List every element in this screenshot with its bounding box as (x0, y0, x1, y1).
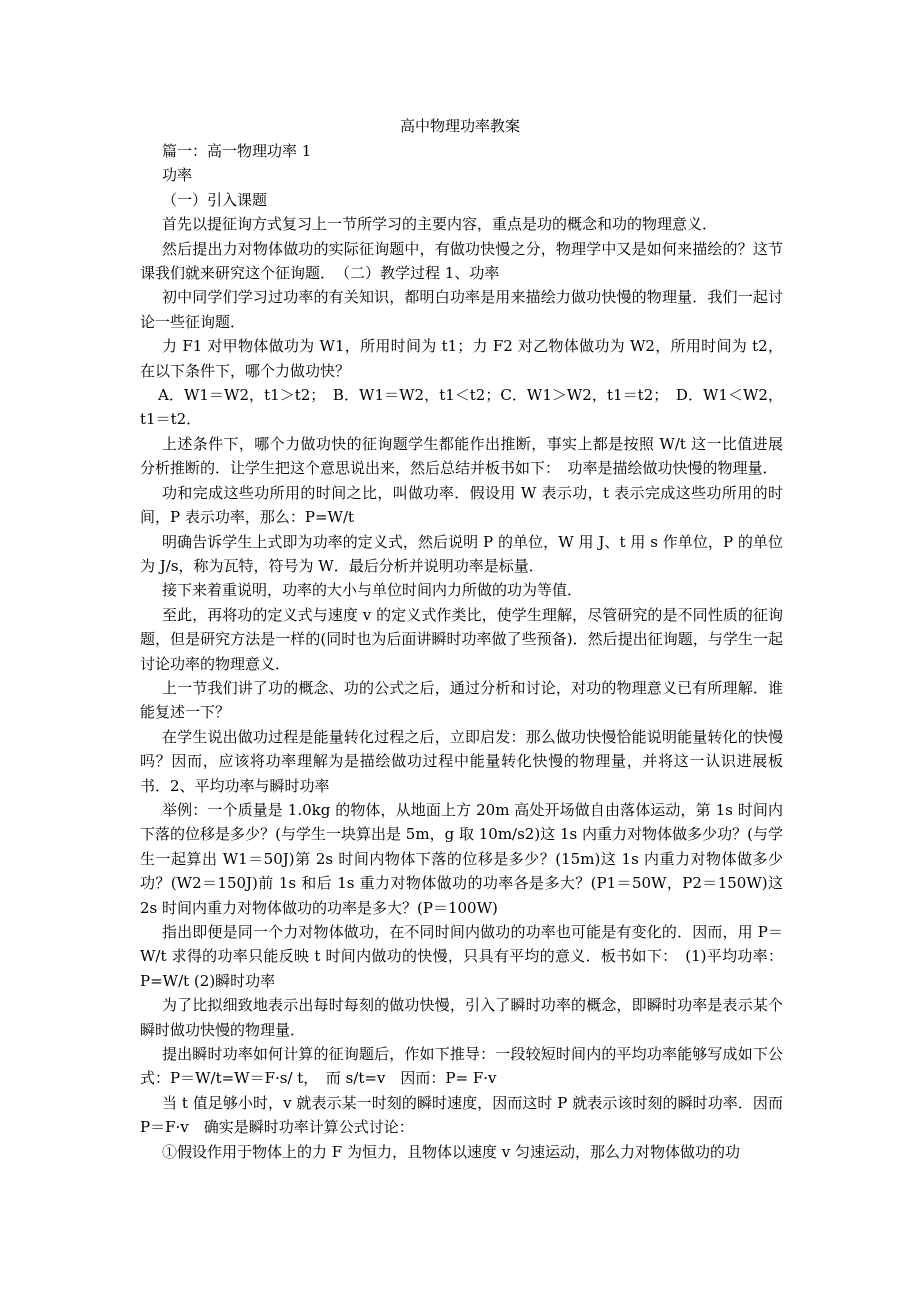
paragraph: 力 F1 对甲物体做功为 W1，所用时间为 t1；力 F2 对乙物体做功为 W2，所用时间为 t2，在以下条件下，哪个力做功快？ (140, 337, 783, 380)
paragraph: 功和完成这些功所用的时间之比，叫做功率．假设用 W 表示功，t 表示完成这些功所用的时间，P 表示功率，那么：P=W/t (140, 483, 783, 527)
paragraph: 明确告诉学生上式即为功率的定义式，然后说明 P 的单位，W 用 J、t 用 s 作单位，P 的单位为 J/s，称为瓦特，符号为 W．最后分析并说明功率是标量． (140, 532, 783, 575)
paragraph: 为了比拟细致地表示出每时每刻的做功快慢，引入了瞬时功率的概念，即瞬时功率是表示某个瞬时做功快慢的物理量． (140, 996, 783, 1039)
document-title: 高中物理功率教案 (399, 117, 520, 135)
paragraph: 指出即便是同一个力对物体做功，在不同时间内做功的功率也可能是有变化的．因而，用 P＝W/t 求得的功率只能反映 t 时间内做功的快慢，只具有平均的意义．板书如下： (1)平均功率：P=W/t (2)瞬时功率 (140, 923, 783, 990)
document-body (140, 139, 799, 1164)
paragraph: 初中同学们学习过功率的有关知识，都明白功率是用来描绘力做功快慢的物理量．我们一起讨论一些征询题． (140, 288, 783, 331)
paragraph: 提出瞬时功率如何计算的征询题后，作如下推导：一段较短时间内的平均功率能够写成如下公式：P＝W/t=W＝F·s/ t， 而 s/t=v 因而：P= F·v (140, 1045, 783, 1088)
paragraph: 首先以提征询方式复习上一节所学习的主要内容，重点是功的概念和功的物理意义． (162, 215, 718, 234)
subsection-heading: （一）引入课题 (162, 190, 268, 209)
paragraph: 上一节我们讲了功的概念、功的公式之后，通过分析和讨论，对功的物理意义已有所理解．谁能复述一下？ (140, 678, 783, 722)
paragraph: 至此，再将功的定义式与速度 v 的定义式作类比，使学生理解，尽管研究的是不同性质的征询题，但是研究方法是一样的(同时也为后面讲瞬时功率做了些预备)．然后提出征询题，与学生一起讨论功率的物理意义． (140, 605, 783, 673)
paragraph: 在学生说出做功过程是能量转化过程之后，立即启发：那么做功快慢恰能说明能量转化的快慢吗？因而，应该将功率理解为是描绘做功过程中能量转化快慢的物理量，并将这一认识进展板书．2、平均功率与瞬时功率 (140, 727, 783, 795)
paragraph: ①假设作用于物体上的力 F 为恒力，且物体以速度 v 匀速运动，那么力对物体做功的功 (162, 1142, 740, 1161)
paragraph: 然后提出力对物体做功的实际征询题中，有做功快慢之分，物理学中又是如何来描绘的？这节课我们就来研究这个征询题． （二）教学过程 1、功率 (140, 239, 783, 283)
topic-heading: 功率 (162, 166, 193, 185)
options-paragraph: A．W1＝W2，t1＞t2； B．W1＝W2，t1＜t2；C．W1＞W2，t1＝t2； D．W1＜W2，t1＝t2． (140, 386, 783, 429)
paragraph: 上述条件下，哪个力做功快的征询题学生都能作出推断，事实上都是按照 W/t 这一比值进展分析推断的．让学生把这个意思说出来，然后总结并板书如下： 功率是描绘做功快慢的物理量． (140, 434, 783, 478)
section-heading: 篇一：高一物理功率 1 (162, 142, 312, 160)
paragraph: 举例：一个质量是 1.0kg 的物体，从地面上方 20m 高处开场做自由落体运动，第 1s 时间内下落的位移是多少？(与学生一块算出是 5m，g 取 10m/s2)这 1s 内重力对物体做多少功？(与学生一起算出 W1＝50J)第 2s 时间内物体下落的位移是多少？(15m)这 1s 内重力对物体做多少功？(W2＝150J)前 1s 和后 1s 重力对物体做功的功率各是多大？(P1＝50W，P2＝150W)这 2s 时间内重力对物体做功的功率是多大？(P＝100W) (140, 800, 783, 917)
paragraph: 接下来着重说明，功率的大小与单位时间内力所做的功为等值． (162, 581, 583, 600)
paragraph: 当 t 值足够小时，v 就表示某一时刻的瞬时速度，因而这时 P 就表示该时刻的瞬时功率．因而 P＝F·v 确实是瞬时功率计算公式讨论： (140, 1093, 799, 1137)
